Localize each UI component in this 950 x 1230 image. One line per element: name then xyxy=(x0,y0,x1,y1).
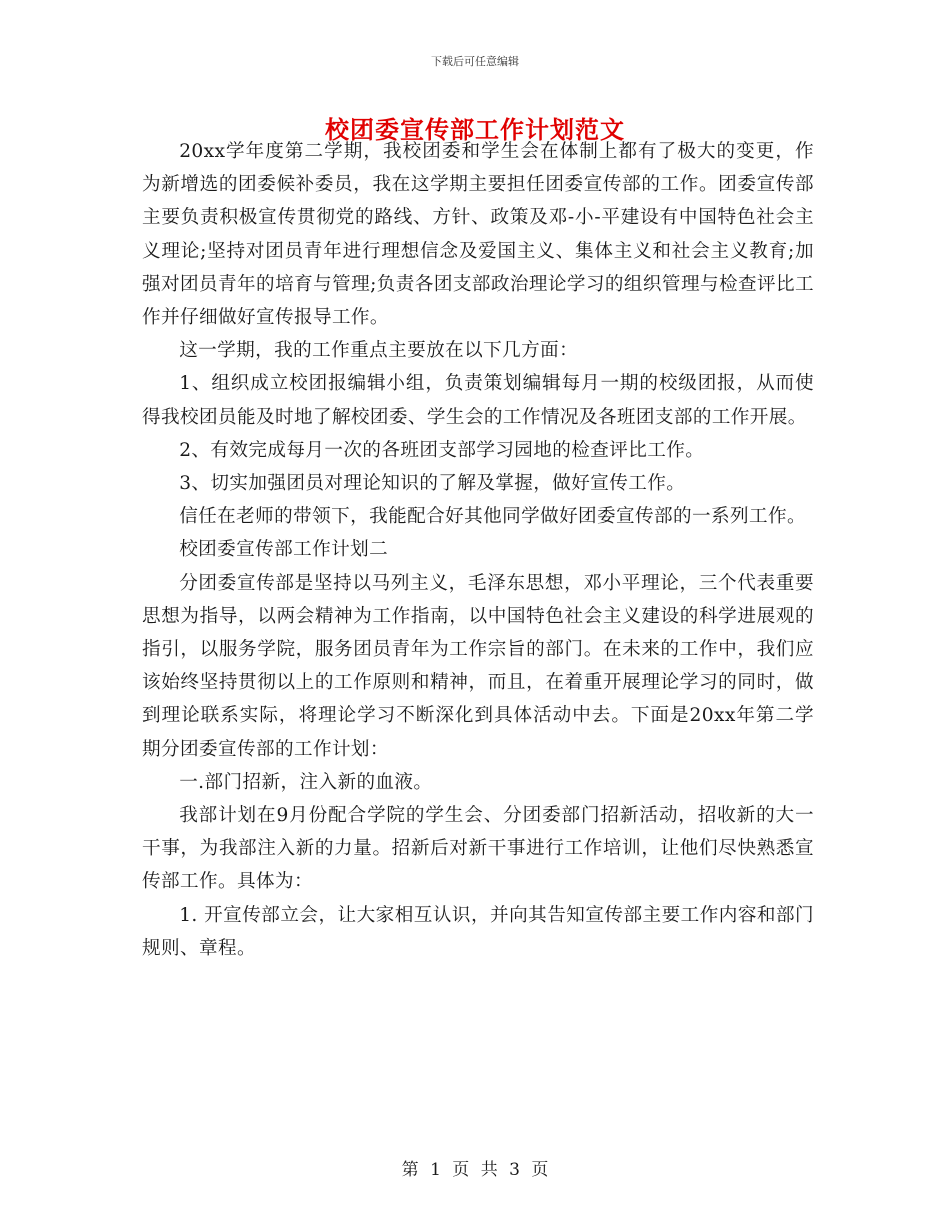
document-title: 校团委宣传部工作计划范文 xyxy=(325,115,625,144)
paragraph: 一.部门招新，注入新的血液。 xyxy=(179,771,433,793)
paragraph: 分团委宣传部是坚持以马列主义，毛泽东思想，邓小平理论，三个代表重要思想为指导，以两会精神为工作指南，以中国特色社会主义建设的科学进展观的指引，以服务学院，服务团员青年为工作宗旨的部门。在未来的工作中，我们应该始终坚持贯彻以上的工作原则和精神，而且，在着重开展理论学习的同时，做到理论联系实际，将理论学习不断深化到具体活动中去。下面是20xx年第二学期分团委宣传部的工作计划： xyxy=(142,572,814,760)
paragraph: 信任在老师的带领下，我能配合好其他同学做好团委宣传部的一系列工作。 xyxy=(179,506,806,528)
document-body xyxy=(142,135,814,965)
paragraph: 3、切实加强团员对理论知识的了解及掌握，做好宣传工作。 xyxy=(179,473,686,495)
page-header-note: 下载后可任意编辑 xyxy=(431,55,519,68)
paragraph: 我部计划在9月份配合学院的学生会、分团委部门招新活动，招收新的大一干事，为我部注入新的力量。招新后对新干事进行工作培训，让他们尽快熟悉宣传部工作。具体为： xyxy=(142,805,814,893)
paragraph: 1、组织成立校团报编辑小组，负责策划编辑每月一期的校级团报，从而使得我校团员能及时地了解校团委、学生会的工作情况及各班团支部的工作开展。 xyxy=(142,373,814,428)
section-heading: 校团委宣传部工作计划二 xyxy=(179,539,389,561)
paragraph: 20xx学年度第二学期，我校团委和学生会在体制上都有了极大的变更，作为新增选的团委候补委员，我在这学期主要担任团委宣传部的工作。团委宣传部主要负责积极宣传贯彻党的路线、方针、政策及邓-小-平建设有中国特色社会主义理论;坚持对团员青年进行理想信念及爱国主义、集体主义和社会主义教育;加强对团员青年的培育与管理;负责各团支部政治理论学习的组织管理与检查评比工作并仔细做好宣传报导工作。 xyxy=(142,141,814,329)
paragraph: 这一学期，我的工作重点主要放在以下几方面： xyxy=(179,340,579,362)
paragraph: 2、有效完成每月一次的各班团支部学习园地的检查评比工作。 xyxy=(179,439,705,461)
paragraph: 1. 开宣传部立会，让大家相互认识，并向其告知宣传部主要工作内容和部门规则、章程。 xyxy=(142,904,814,959)
page-footer-number: 第 1 页 共 3 页 xyxy=(401,1160,549,1180)
